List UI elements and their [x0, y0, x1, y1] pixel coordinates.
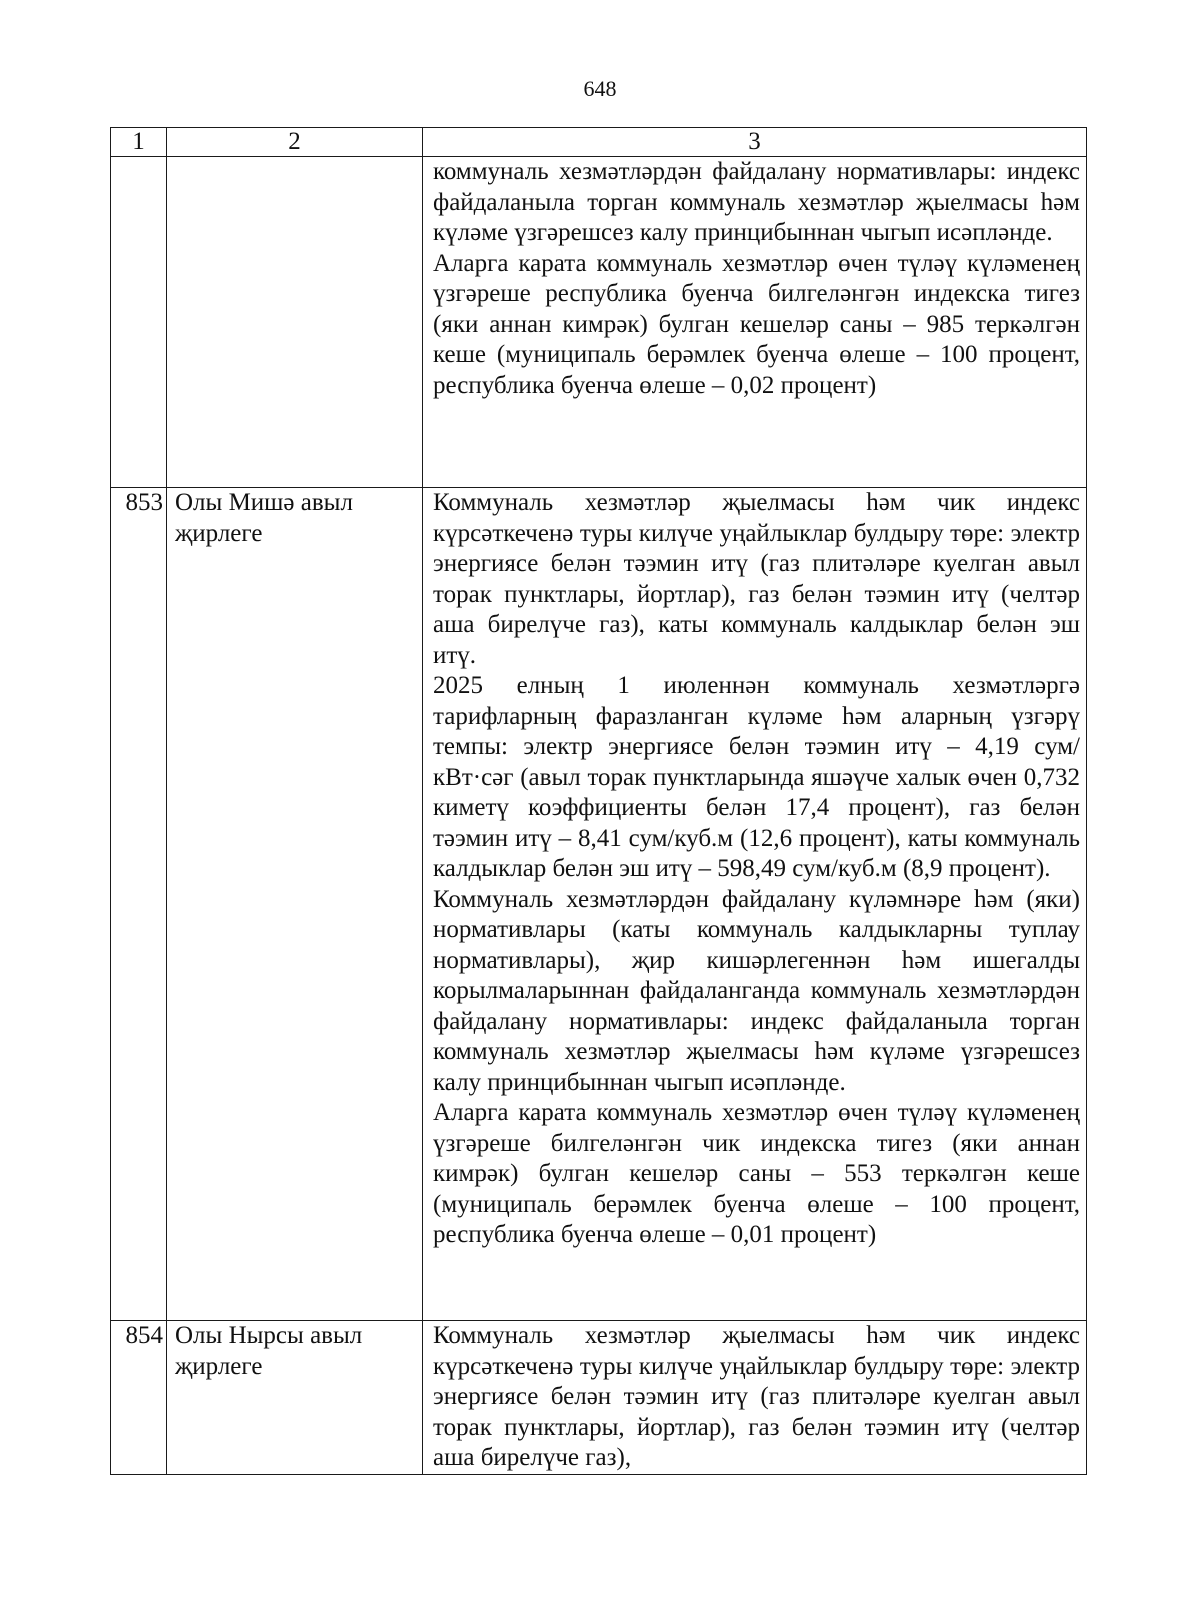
row-description [423, 157, 1087, 488]
row-number [111, 157, 167, 488]
description-paragraph: коммуналь хезмәтләрдән файдалану нормативлары: индекс файдаланыла торган коммуналь хезмәтләр җыелмасы һәм күләме үзгәрешсез калу принцибыннан чыгып исәпләнде. [433, 158, 1080, 246]
row-number: 854 [111, 1321, 167, 1475]
description-paragraph: Коммуналь хезмәтләр җыелмасы һәм чик индекс күрсәткеченә туры килүче уңайлыклар булдыру төре: электр энергиясе белән тәэмин итү (газ плитәләре куелган авыл торак пунктлары, йортлар), газ белән тәэмин итү (челтәр аша бирелүче газ), каты коммуналь калдыклар белән эш итү. [433, 489, 1080, 669]
table-row [111, 157, 1087, 488]
column-header-1: 1 [111, 128, 167, 157]
description-paragraph: 2025 елның 1 июленнән коммуналь хезмәтләргә тарифларның фаразланган күләме һәм аларның үзгәрү темпы: электр энергиясе белән тәэмин итү – 4,19 сум/кВт·сәг (авыл торак пунктларында яшәүче халык өчен 0,732 киметү коэффициенты белән 17,4 процент), газ белән тәэмин итү – 8,41 сум/куб.м (12,6 процент), каты коммуналь калдыклар белән эш итү – 598,49 сум/куб.м (8,9 процент). [433, 672, 1080, 882]
table-header-row [111, 128, 1087, 157]
column-header-2: 2 [167, 128, 423, 157]
row-description [423, 1321, 1087, 1475]
settlement-name: Олы Нырсы авыл җирлеге [167, 1321, 423, 1475]
page-number: 648 [583, 76, 617, 101]
document-table [110, 127, 1087, 1475]
settlement-name [167, 157, 423, 488]
table-row [111, 488, 1087, 1321]
settlement-name: Олы Мишә авыл җирлеге [167, 488, 423, 1321]
description-paragraph: Коммуналь хезмәтләр җыелмасы һәм чик индекс күрсәткеченә туры килүче уңайлыклар булдыру төре: электр энергиясе белән тәэмин итү (газ плитәләре куелган авыл торак пунктлары, йортлар), газ белән тәэмин итү (челтәр аша бирелүче газ), [433, 1322, 1080, 1471]
row-description [423, 488, 1087, 1321]
row-number: 853 [111, 488, 167, 1321]
description-paragraph: Аларга карата коммуналь хезмәтләр өчен түләү күләменең үзгәреше республика буенча билгеләнгән индекска тигез (яки аннан кимрәк) булган кешеләр саны – 985 теркәлгән кеше (муниципаль берәмлек буенча өлеше – 100 процент, республика буенча өлеше – 0,02 процент) [433, 249, 1080, 399]
column-header-3: 3 [423, 128, 1087, 157]
table-row [111, 1321, 1087, 1475]
description-paragraph: Коммуналь хезмәтләрдән файдалану күләмнәре һәм (яки) нормативлары (каты коммуналь калдыкларны туплау нормативлары), җир кишәрлегеннән һәм ишегалды корылмаларыннан файдаланганда коммуналь хезмәтләрдән файдалану нормативлары: индекс файдаланыла торган коммуналь хезмәтләр җыелмасы һәм күләме үзгәрешсез калу принцибыннан чыгып исәпләнде. [433, 885, 1080, 1096]
description-paragraph: Аларга карата коммуналь хезмәтләр өчен түләү күләменең үзгәреше билгеләнгән чик индекска тигез (яки аннан кимрәк) булган кешеләр саны – 553 теркәлгән кеше (муниципаль берәмлек буенча өлеше – 100 процент, республика буенча өлеше – 0,01 процент) [433, 1099, 1080, 1248]
